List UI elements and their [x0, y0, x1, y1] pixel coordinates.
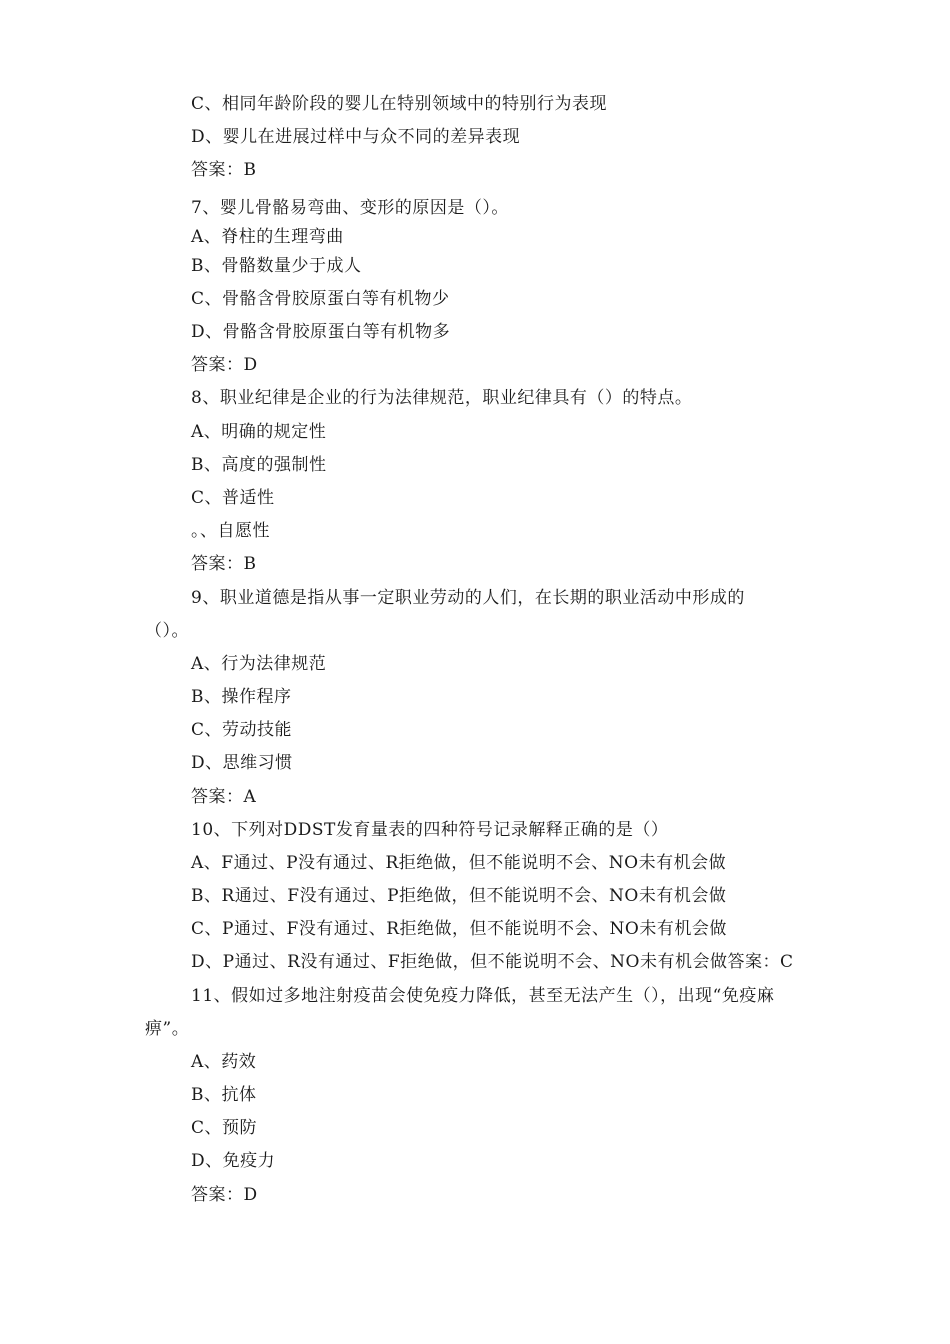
option-b-q10: B、R通过、F没有通过、P拒绝做，但不能说明不会、NO未有机会做	[191, 886, 727, 906]
option-d-q6: D、婴儿在进展过样中与众不同的差异表现	[191, 127, 521, 147]
option-b-q8: B、高度的强制性	[191, 455, 327, 475]
option-a-q7: A、脊柱的生理弯曲	[191, 227, 344, 247]
option-d-q8: 。、自愿性	[191, 521, 270, 541]
option-b-q11: B、抗体	[191, 1085, 257, 1105]
answer-q6: 答案：B	[191, 160, 257, 180]
option-c-q10: C、P通过、F没有通过、R拒绝做，但不能说明不会、NO未有机会做	[191, 919, 727, 939]
answer-q7: 答案：D	[191, 355, 258, 375]
option-a-q10: A、F通过、P没有通过、R拒绝做，但不能说明不会、NO未有机会做	[191, 853, 727, 873]
question-8: 8、职业纪律是企业的行为法律规范，职业纪律具有（）的特点。	[191, 388, 693, 408]
option-d-q11: D、免疫力	[191, 1151, 276, 1171]
answer-q9: 答案：A	[191, 787, 257, 807]
option-d-q7: D、骨骼含骨胶原蛋白等有机物多	[191, 322, 451, 342]
question-7: 7、婴儿骨骼易弯曲、变形的原因是（）。	[191, 198, 509, 218]
question-10: 10、下列对DDST发育量表的四种符号记录解释正确的是（）	[191, 820, 669, 840]
option-b-q9: B、操作程序	[191, 687, 292, 707]
option-a-q8: A、明确的规定性	[191, 422, 327, 442]
option-a-q11: A、药效	[191, 1052, 257, 1072]
option-a-q9: A、行为法律规范	[191, 654, 327, 674]
answer-q11: 答案：D	[191, 1185, 258, 1205]
option-c-q9: C、劳动技能	[191, 720, 293, 740]
option-c-q6: C、相同年龄阶段的婴儿在特别领域中的特别行为表现	[191, 94, 608, 114]
option-c-q8: C、普适性	[191, 488, 275, 508]
question-9: 9、职业道德是指从事一定职业劳动的人们，在长期的职业活动中形成的	[191, 588, 745, 608]
option-c-q11: C、预防	[191, 1118, 258, 1138]
question-9-continued: （）。	[145, 621, 189, 641]
question-11-continued: 痹”。	[145, 1019, 190, 1039]
option-b-q7: B、骨骼数量少于成人	[191, 256, 362, 276]
question-11: 11、假如过多地注射疫苗会使免疫力降低，甚至无法产生（），出现“免疫麻	[191, 986, 775, 1006]
option-d-q9: D、思维习惯	[191, 753, 293, 773]
answer-q8: 答案：B	[191, 554, 257, 574]
option-d-q10: D、P通过、R没有通过、F拒绝做，但不能说明不会、NO未有机会做答案：C	[191, 952, 794, 972]
option-c-q7: C、骨骼含骨胶原蛋白等有机物少	[191, 289, 450, 309]
